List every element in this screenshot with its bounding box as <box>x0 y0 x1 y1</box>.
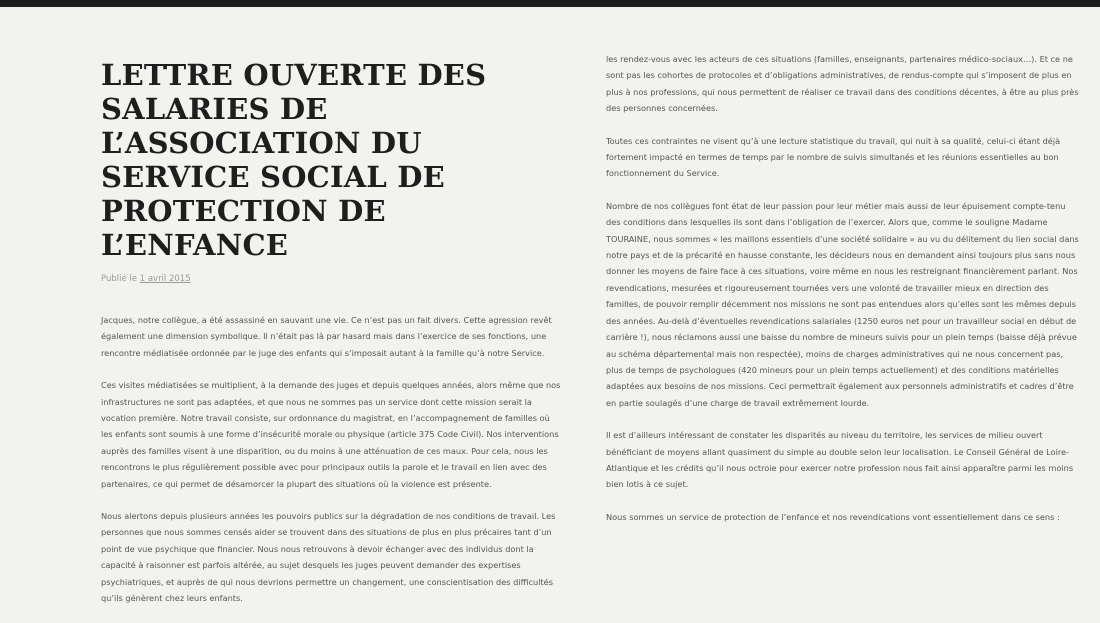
article-left-column <box>101 44 563 623</box>
article-title: LETTRE OUVERTE DES SALARIES DE L’ASSOCIATION DU SERVICE SOCIAL DE PROTECTION DE L’ENFANCE <box>101 58 487 262</box>
paragraph: Ces visites médiatisées se multiplient, à la demande des juges et depuis quelques années, alors même que nos infrastructures ne sont pas adaptées, et que nous ne sommes pas un service dont cette mission serait la vocation première. Notre travail consiste, sur ordonnance du magistrat, en l’accompagnement de familles où les enfants sont soumis à une forme d’insécurité morale ou physique (article 375 Code Civil). Nos interventions auprès des familles visent à une disparition, ou du moins à une atténuation de ces maux. Pour cela, nous les rencontrons le plus régulièrement possible avec pour principaux outils la parole et le travail en lien avec des partenaires, ce qui permet de désamorcer la plupart des situations où la violence est présente. <box>101 380 561 489</box>
paragraph: les rendez-vous avec les acteurs de ces situations (familles, enseignants, partenaires médico-sociaux…). Et ce ne sont pas les cohortes de protocoles et d’obligations administratives, de rendus-compte qui s’imposent de plus en plus à nos professions, qui nous permettent de réaliser ce travail dans des conditions décentes, à être au plus près des personnes concernées. <box>606 54 1079 114</box>
paragraph: Jacques, notre collègue, a été assassiné en sauvant une vie. Ce n’est pas un fait divers. Cette agression revêt également une dimension symbolique. Il n’était pas là par hasard mais dans l’exercice de ses fonctions, une rencontre médiatisée ordonnée par le juge des enfants qui s’imposait autant à la famille qu’à notre Service. <box>101 315 552 358</box>
article-right-column <box>606 51 1079 541</box>
article-meta <box>101 274 563 284</box>
paragraph: Nous alertons depuis plusieurs années les pouvoirs publics sur la dégradation de nos conditions de travail. Les personnes que nous sommes censés aider se trouvent dans des situations de plus en plus précaires tant d’un point de vue psychique que financier. Nous nous retrouvons à devoir échanger avec des individus dont la capacité à raisonner est parfois altérée, au sujet desquels les juges peuvent demander des expertises psychiatriques, et auprès de qui nous devrions permettre un changement, une conscientisation des difficultés qu’ils génèrent chez leurs enfants. <box>101 511 556 604</box>
paragraph: Nous sommes un service de protection de l’enfance et nos revendications vont essentiellement dans ce sens : <box>606 511 1060 522</box>
top-bar <box>0 0 1100 7</box>
published-prefix: Publié le <box>101 274 138 284</box>
paragraph: Il est d’ailleurs intéressant de constater les disparités au niveau du territoire, les services de milieu ouvert bénéficiant de moyens allant quasiment du simple au double selon leur localisation. Le Conseil Général de Loire-Atlantique et les crédits qu’il nous octroie pour exercer notre profession nous fait ainsi apparaître parmi les moins bien lotis à ce sujet. <box>606 430 1074 490</box>
published-date-link[interactable]: 1 avril 2015 <box>139 274 191 284</box>
paragraph: Toutes ces contraintes ne visent qu’à une lecture statistique du travail, qui nuit à sa qualité, celui-ci étant déjà fortement impacté en termes de temps par le nombre de suivis simultanés et les réunions essentielles au bon fonctionnement du Service. <box>606 135 1061 179</box>
paragraph: Nombre de nos collègues font état de leur passion pour leur métier mais aussi de leur épuisement compte-tenu des conditions dans lesquelles ils sont dans l’obligation de l’exercer. Alors que, comme le souligne Madame TOURAINE, nous sommes « les maillons essentiels d’une société solidaire » au vu du délitement du lien social dans notre pays et de la précarité en hausse constante, les décideurs nous en demandent ainsi toujours plus sans nous donner les moyens de faire face à ces situations, voire même en nous les restreignant financièrement parlant. Nos revendications, mesurées et rigoureusement tournées vers une volonté de travailler mieux en direction des familles, de pouvoir remplir décemment nos missions ne sont pas entendues alors qu’elles sont les mêmes depuis des années. Au-delà d’éventuelles revendications salariales (1250 euros net pour un travailleur social en début de carrière !), nous réclamons aussi une baisse du nombre de mineurs suivis pour un plein temps (baisse déjà prévue au schéma départemental mais non respectée), moins de charges administratives qui ne nous concernent pas, plus de temps de psychologues (420 mineurs pour un plein temps actuellement) et des conditions matérielles adaptées aux besoins de nos missions. Ceci permettrait également aux personnels administratifs et cadres d’être en partie soulagés d’une charge de travail extrêmement lourde. <box>606 200 1079 408</box>
